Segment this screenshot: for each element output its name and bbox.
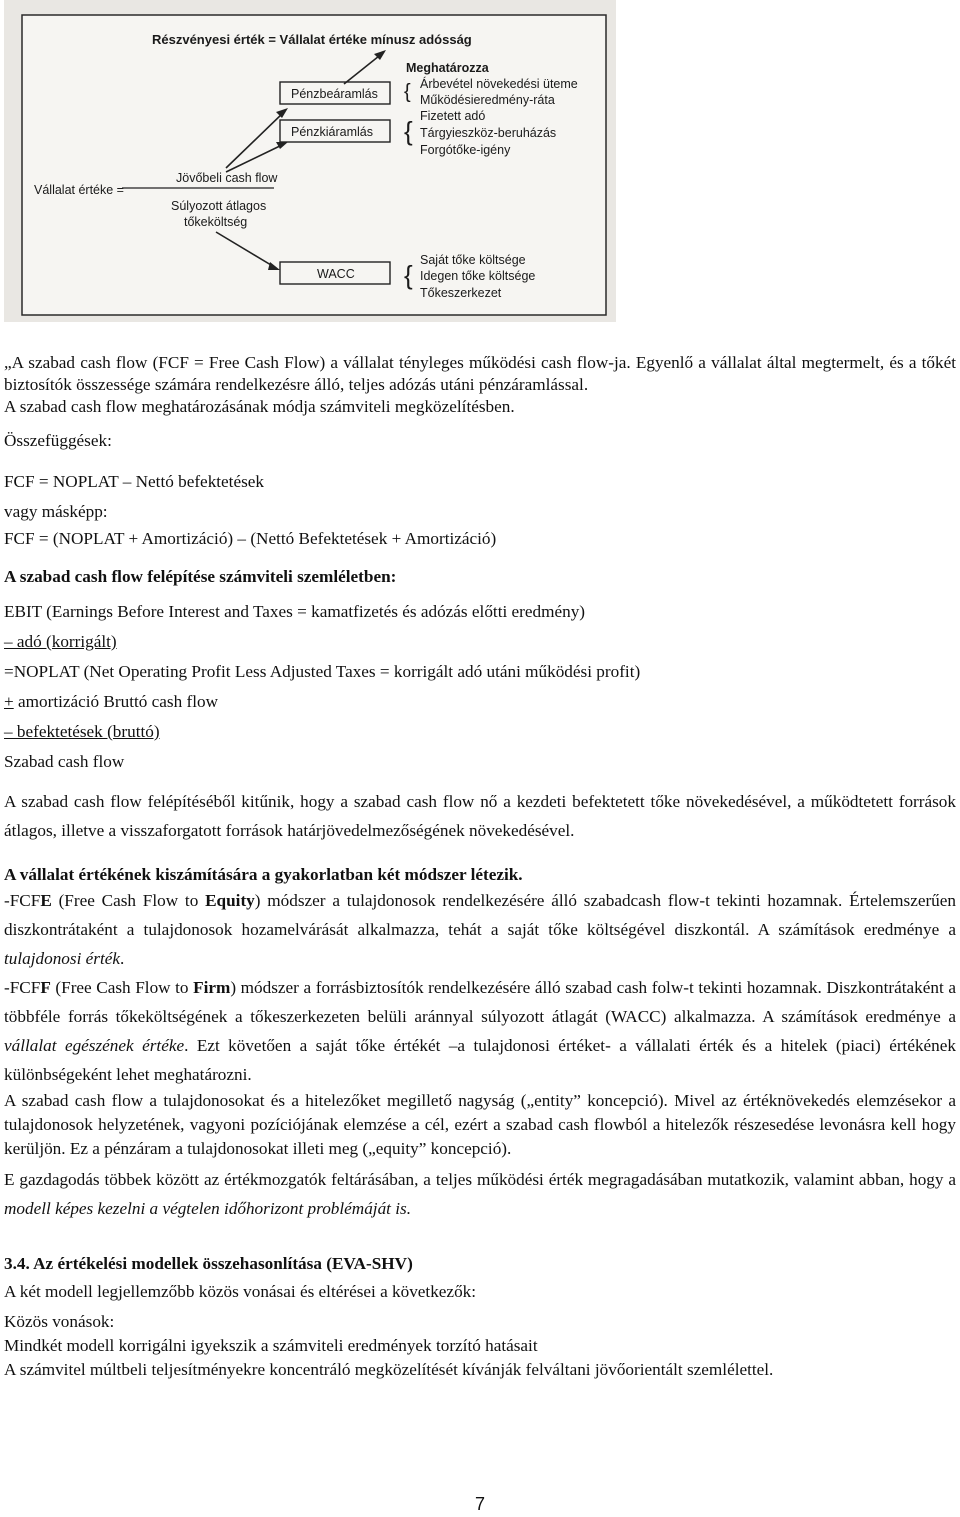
brace-out: { [404, 116, 413, 146]
section-heading: 3.4. Az értékelési modellek összehasonlítása (EVA-SHV) [4, 1254, 413, 1273]
vagy-maskepp: vagy másképp: [4, 502, 108, 521]
fcf-equation-1: FCF = NOPLAT – Nettó befektetések [4, 472, 265, 491]
intro-paragraph: „A szabad cash flow (FCF = Free Cash Flow) a vállalat tényleges működési cash flow-ja. Egyenlő a vállalat által megtermelt, és a tőkét biztosítók összessége számára rendelkezésre álló, teljes adózás utáni pénzáramlással. [4, 353, 956, 394]
ebit-line: EBIT (Earnings Before Interest and Taxes = kamatfizetés és adózás előtti eredmény) [4, 602, 586, 621]
ket-modell-line: A két modell legjellemzőbb közös vonásai és eltérései a következők: [4, 1282, 477, 1301]
value-driver-figure [4, 0, 616, 322]
fcfe-paragraph: -FCFE (Free Cash Flow to Equity) módszer a tulajdonosok rendelkezésére álló szabadcash flow-t tekinti hozamnak. Értelemszerűen diszkontrátaként a tulajdonosok hozamelvárását alkalmazza, tehát a saját tőke költségével diszkontál. A számítások eredménye a tulajdonosi érték. [4, 891, 956, 968]
befektetesek-line: – befektetések (bruttó) [4, 722, 160, 741]
figure-svg [4, 0, 616, 322]
numerator-label: Jövőbeli cash flow [176, 171, 278, 185]
entity-paragraph: A szabad cash flow a tulajdonosokat és a hitelezőket megillető nagyság („entity” koncepció). Mivel az értéknövekedés elemzésekor a tulajdonosok helyzetének, vagyoni pozíciójának elemzése a cél, ezért a szabad cash flowból a hitelezők részesedése levonásra kell hogy kerüljön. Ez a pénzáram a tulajdonosokat illeti meg („equity” koncepció). [4, 1091, 956, 1158]
driver-out-2: Tárgyieszköz-beruházás [420, 126, 557, 140]
document-body [4, 352, 956, 1381]
denominator-label-2: tőkeköltség [184, 215, 248, 229]
intro-method: A szabad cash flow meghatározásának módja számviteli megközelítésben. [4, 397, 515, 416]
driver-wacc-3: Tőkeszerkezet [420, 286, 502, 300]
wacc-label: WACC [317, 267, 355, 281]
szabad-cash-flow-line: Szabad cash flow [4, 752, 125, 771]
driver-out-3: Forgótőke-igény [420, 143, 511, 157]
driver-wacc-2: Idegen tőke költsége [420, 269, 536, 283]
amortizacio-text: amortizáció Bruttó cash flow [13, 692, 218, 711]
ado-line: – adó (korrigált) [4, 632, 117, 651]
cash-in-label: Pénzbeáramlás [291, 87, 378, 101]
ket-modszer-heading: A vállalat értékének kiszámítására a gyakorlatban két módszer létezik. [4, 865, 523, 884]
fcff-paragraph: -FCFF (Free Cash Flow to Firm) módszer a forrásbiztosítók rendelkezésére álló szabad cash folw-t tekinti hozamnak. Diszkontrátaként a többféle forrás tőkeköltségének a tőkeszerkezeten belüli aránnyal súlyozott átlagát (WACC) alkalmazza. A számítások eredménye a vállalat egészének értéke. Ezt követően a saját tőke értékét –a tulajdonosi értéket- a vállalati érték és a hitelek (piaci) értékének különbségeként lehet meghatározni. [4, 978, 956, 1084]
brace-wacc: { [404, 260, 413, 290]
figure-title: Részvényesi érték = Vállalat értéke mínusz adósság [152, 32, 472, 47]
gazdagodas-paragraph: E gazdagodás többek között az értékmozgatók feltárásában, a teljes működési érték megragadásában mutatkozik, valamint abban, hogy a modell képes kezelni a végtelen időhorizont problémáját is. [4, 1170, 956, 1218]
meghatarozza-label: Meghatározza [406, 61, 489, 75]
vallalat-erteke-label: Vállalat értéke = [34, 183, 124, 197]
szamvitel-line: A számvitel múltbeli teljesítményekre koncentráló megközelítését kívánják felváltani jövőorientált szemlélettel. [4, 1360, 774, 1379]
denominator-label-1: Súlyozott átlagos [171, 199, 267, 213]
noplat-line: =NOPLAT (Net Operating Profit Less Adjusted Taxes = korrigált adó utáni működési profit) [4, 662, 641, 681]
driver-out-1: Fizetett adó [420, 109, 486, 123]
plus-sign: + [4, 692, 14, 711]
brace-in: { [404, 81, 411, 103]
felepitesebol-paragraph: A szabad cash flow felépítéséből kitűnik, hogy a szabad cash flow nő a kezdeti befektetett tőke növekedésével, a működtetett források átlagos, illetve a visszaforgatott források határjövedelmezőségének növekedésével. [4, 792, 956, 840]
kozos-vonasok-label: Közös vonások: [4, 1312, 115, 1331]
mindket-modell-line: Mindkét modell korrigálni igyekszik a számviteli eredmények torzító hatásait [4, 1336, 538, 1355]
driver-in-1: Árbevétel növekedési üteme [420, 77, 578, 91]
amortizacio-line [4, 691, 956, 713]
felepites-heading: A szabad cash flow felépítése számviteli szemléletben: [4, 567, 397, 586]
osszefuggesek-label: Összefüggések: [4, 431, 112, 450]
page-number: 7 [474, 1494, 485, 1514]
fcf-equation-2: FCF = (NOPLAT + Amortizáció) – (Nettó Befektetések + Amortizáció) [4, 529, 497, 548]
driver-wacc-1: Saját tőke költsége [420, 253, 526, 267]
driver-in-2: Működésieredmény-ráta [420, 93, 555, 107]
cash-out-label: Pénzkiáramlás [291, 125, 373, 139]
